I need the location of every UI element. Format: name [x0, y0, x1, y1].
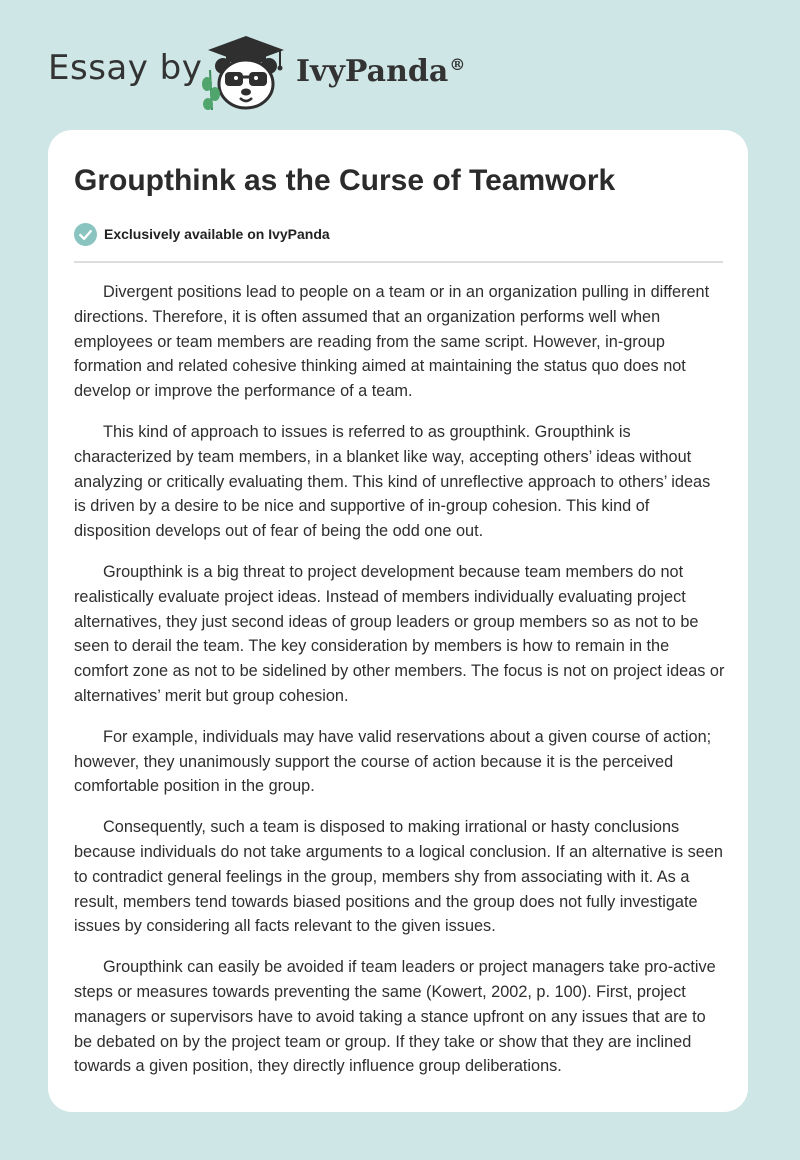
exclusive-label: Exclusively available on IvyPanda [104, 226, 330, 242]
panda-graduate-icon[interactable] [198, 34, 294, 114]
registered-mark: ® [449, 55, 466, 74]
title-divider [74, 261, 723, 263]
paragraph: Groupthink is a big threat to project development because team members do not realistically evaluate project ideas. Instead of members individually evaluating project alternatives, they just second ideas of group leaders or group members so as not to be seen to derail the team. The key consideration by members is how to remain in the comfort zone as not to be sidelined by other members. The focus is not on project ideas or alternatives’ merit but group cohesion. [74, 562, 725, 705]
site-header [0, 0, 800, 120]
brand-name[interactable] [296, 54, 465, 89]
essay-body [74, 280, 726, 1095]
essay-by-label: Essay by [48, 48, 203, 88]
brand-text: IvyPanda [296, 54, 449, 89]
paragraph: For example, individuals may have valid reservations about a given course of action; however, they unanimously support the course of action because it is the perceived comfortable position in the group. [74, 727, 712, 796]
paragraph: Consequently, such a team is disposed to making irrational or hasty conclusions because individuals do not take arguments to a logical conclusion. If an alternative is seen to contradict general feelings in the group, members shy from associating with it. As a result, members tend towards biased positions and the group does not fully investigate issues by considering all facts relevant to the given issues. [74, 818, 723, 936]
paragraph: Groupthink can easily be avoided if team leaders or project managers take pro-active steps or measures towards preventing the same (Kowert, 2002, p. 100). First, project managers or supervisors have to avoid taking a stance upfront on any issues that are to be debated on by the project team or group. If they take or show that they are inclined towards a given position, they directly influence group deliberations. [74, 958, 716, 1076]
ivy-leaf-icon [202, 70, 220, 110]
check-circle-icon [74, 223, 97, 246]
paragraph: This kind of approach to issues is referred to as groupthink. Groupthink is characterized by team members, in a blanket like way, accepting others’ ideas without analyzing or critically evaluating them. This kind of unreflective approach to others’ ideas is driven by a desire to be nice and supportive of in-group cohesion. This kind of disposition develops out of fear of being the odd one out. [74, 422, 711, 541]
exclusive-badge [74, 222, 330, 246]
paragraph: Divergent positions lead to people on a team or in an organization pulling in different directions. Therefore, it is often assumed that an organization performs well when employees or team members are reading from the same script. However, in-group formation and related cohesive thinking aimed at maintaining the status quo does not develop or improve the performance of a team. [74, 283, 710, 401]
essay-card [48, 130, 748, 1112]
essay-title: Groupthink as the Curse of Teamwork [74, 164, 616, 197]
